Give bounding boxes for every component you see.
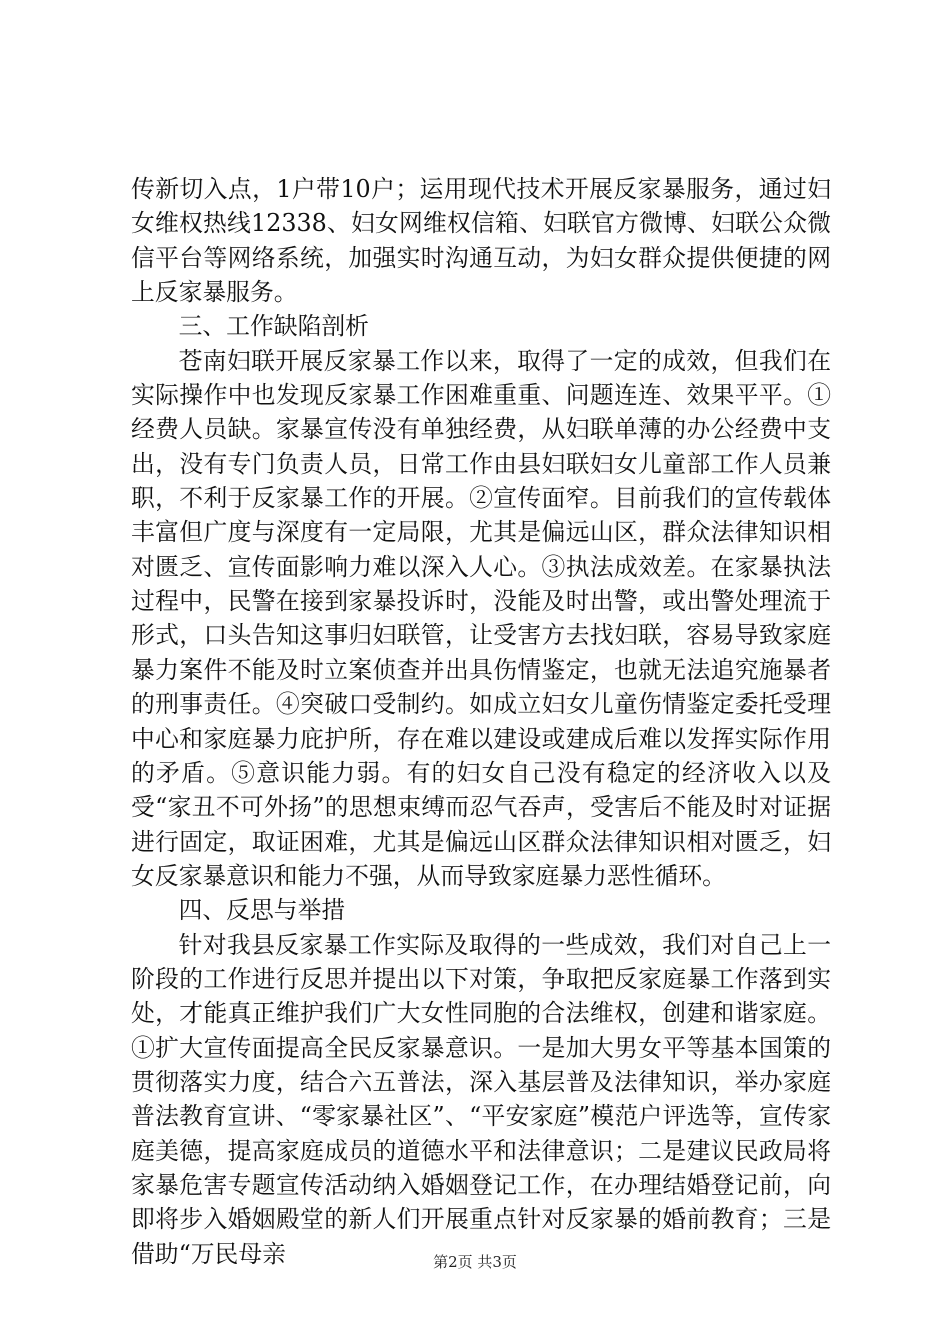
section-heading-3: 三、工作缺陷剖析 [178, 312, 369, 341]
paragraph-1: 传新切入点，1户带10户；运用现代技术开展反家暴服务，通过妇女维权热线12338、妇女网维权信箱、妇联官方微博、妇联公众微信平台等网络系统，加强实时沟通互动，为妇女群众提供便捷的网上反家暴服务。 [131, 175, 831, 307]
document-body [131, 172, 831, 1271]
paragraph-2: 苍南妇联开展反家暴工作以来，取得了一定的成效，但我们在实际操作中也发现反家暴工作困难重重、问题连连、效果平平。①经费人员缺。家暴宣传没有单独经费，从妇联单薄的办公经费中支出，没有专门负责人员，日常工作由县妇联妇女儿童部工作人员兼职，不利于反家暴工作的开展。②宣传面窄。目前我们的宣传载体丰富但广度与深度有一定局限，尤其是偏远山区，群众法律知识相对匮乏、宣传面影响力难以深入人心。③执法成效差。在家暴执法过程中，民警在接到家暴投诉时，没能及时出警，或出警处理流于形式，口头告知这事归妇联管，让受害方去找妇联，容易导致家庭暴力案件不能及时立案侦查并出具伤情鉴定，也就无法追究施暴者的刑事责任。④突破口受制约。如成立妇女儿童伤情鉴定委托受理中心和家庭暴力庇护所，存在难以建设或建成后难以发挥实际作用的矛盾。⑤意识能力弱。有的妇女自己没有稳定的经济收入以及受“家丑不可外扬”的思想束缚而忍气吞声，受害后不能及时对证据进行固定，取证困难，尤其是偏远山区群众法律知识相对匮乏，妇女反家暴意识和能力不强，从而导致家庭暴力恶性循环。 [131, 346, 831, 890]
page-footer: 第2页 共3页 [433, 1253, 517, 1271]
section-heading-4: 四、反思与举措 [178, 896, 346, 925]
paragraph-3: 针对我县反家暴工作实际及取得的一些成效，我们对自己上一阶段的工作进行反思并提出以下对策，争取把反家庭暴工作落到实处，才能真正维护我们广大女性同胞的合法维权，创建和谐家庭。①扩大宣传面提高全民反家暴意识。一是加大男女平等基本国策的贯彻落实力度，结合六五普法，深入基层普及法律知识，举办家庭普法教育宣讲、“零家暴社区”、“平安家庭”模范户评选等，宣传家庭美德，提高家庭成员的道德水平和法律意识；二是建议民政局将家暴危害专题宣传活动纳入婚姻登记工作，在办理结婚登记前，向即将步入婚姻殿堂的新人们开展重点针对反家暴的婚前教育；三是借助“万民母亲 [131, 930, 831, 1268]
